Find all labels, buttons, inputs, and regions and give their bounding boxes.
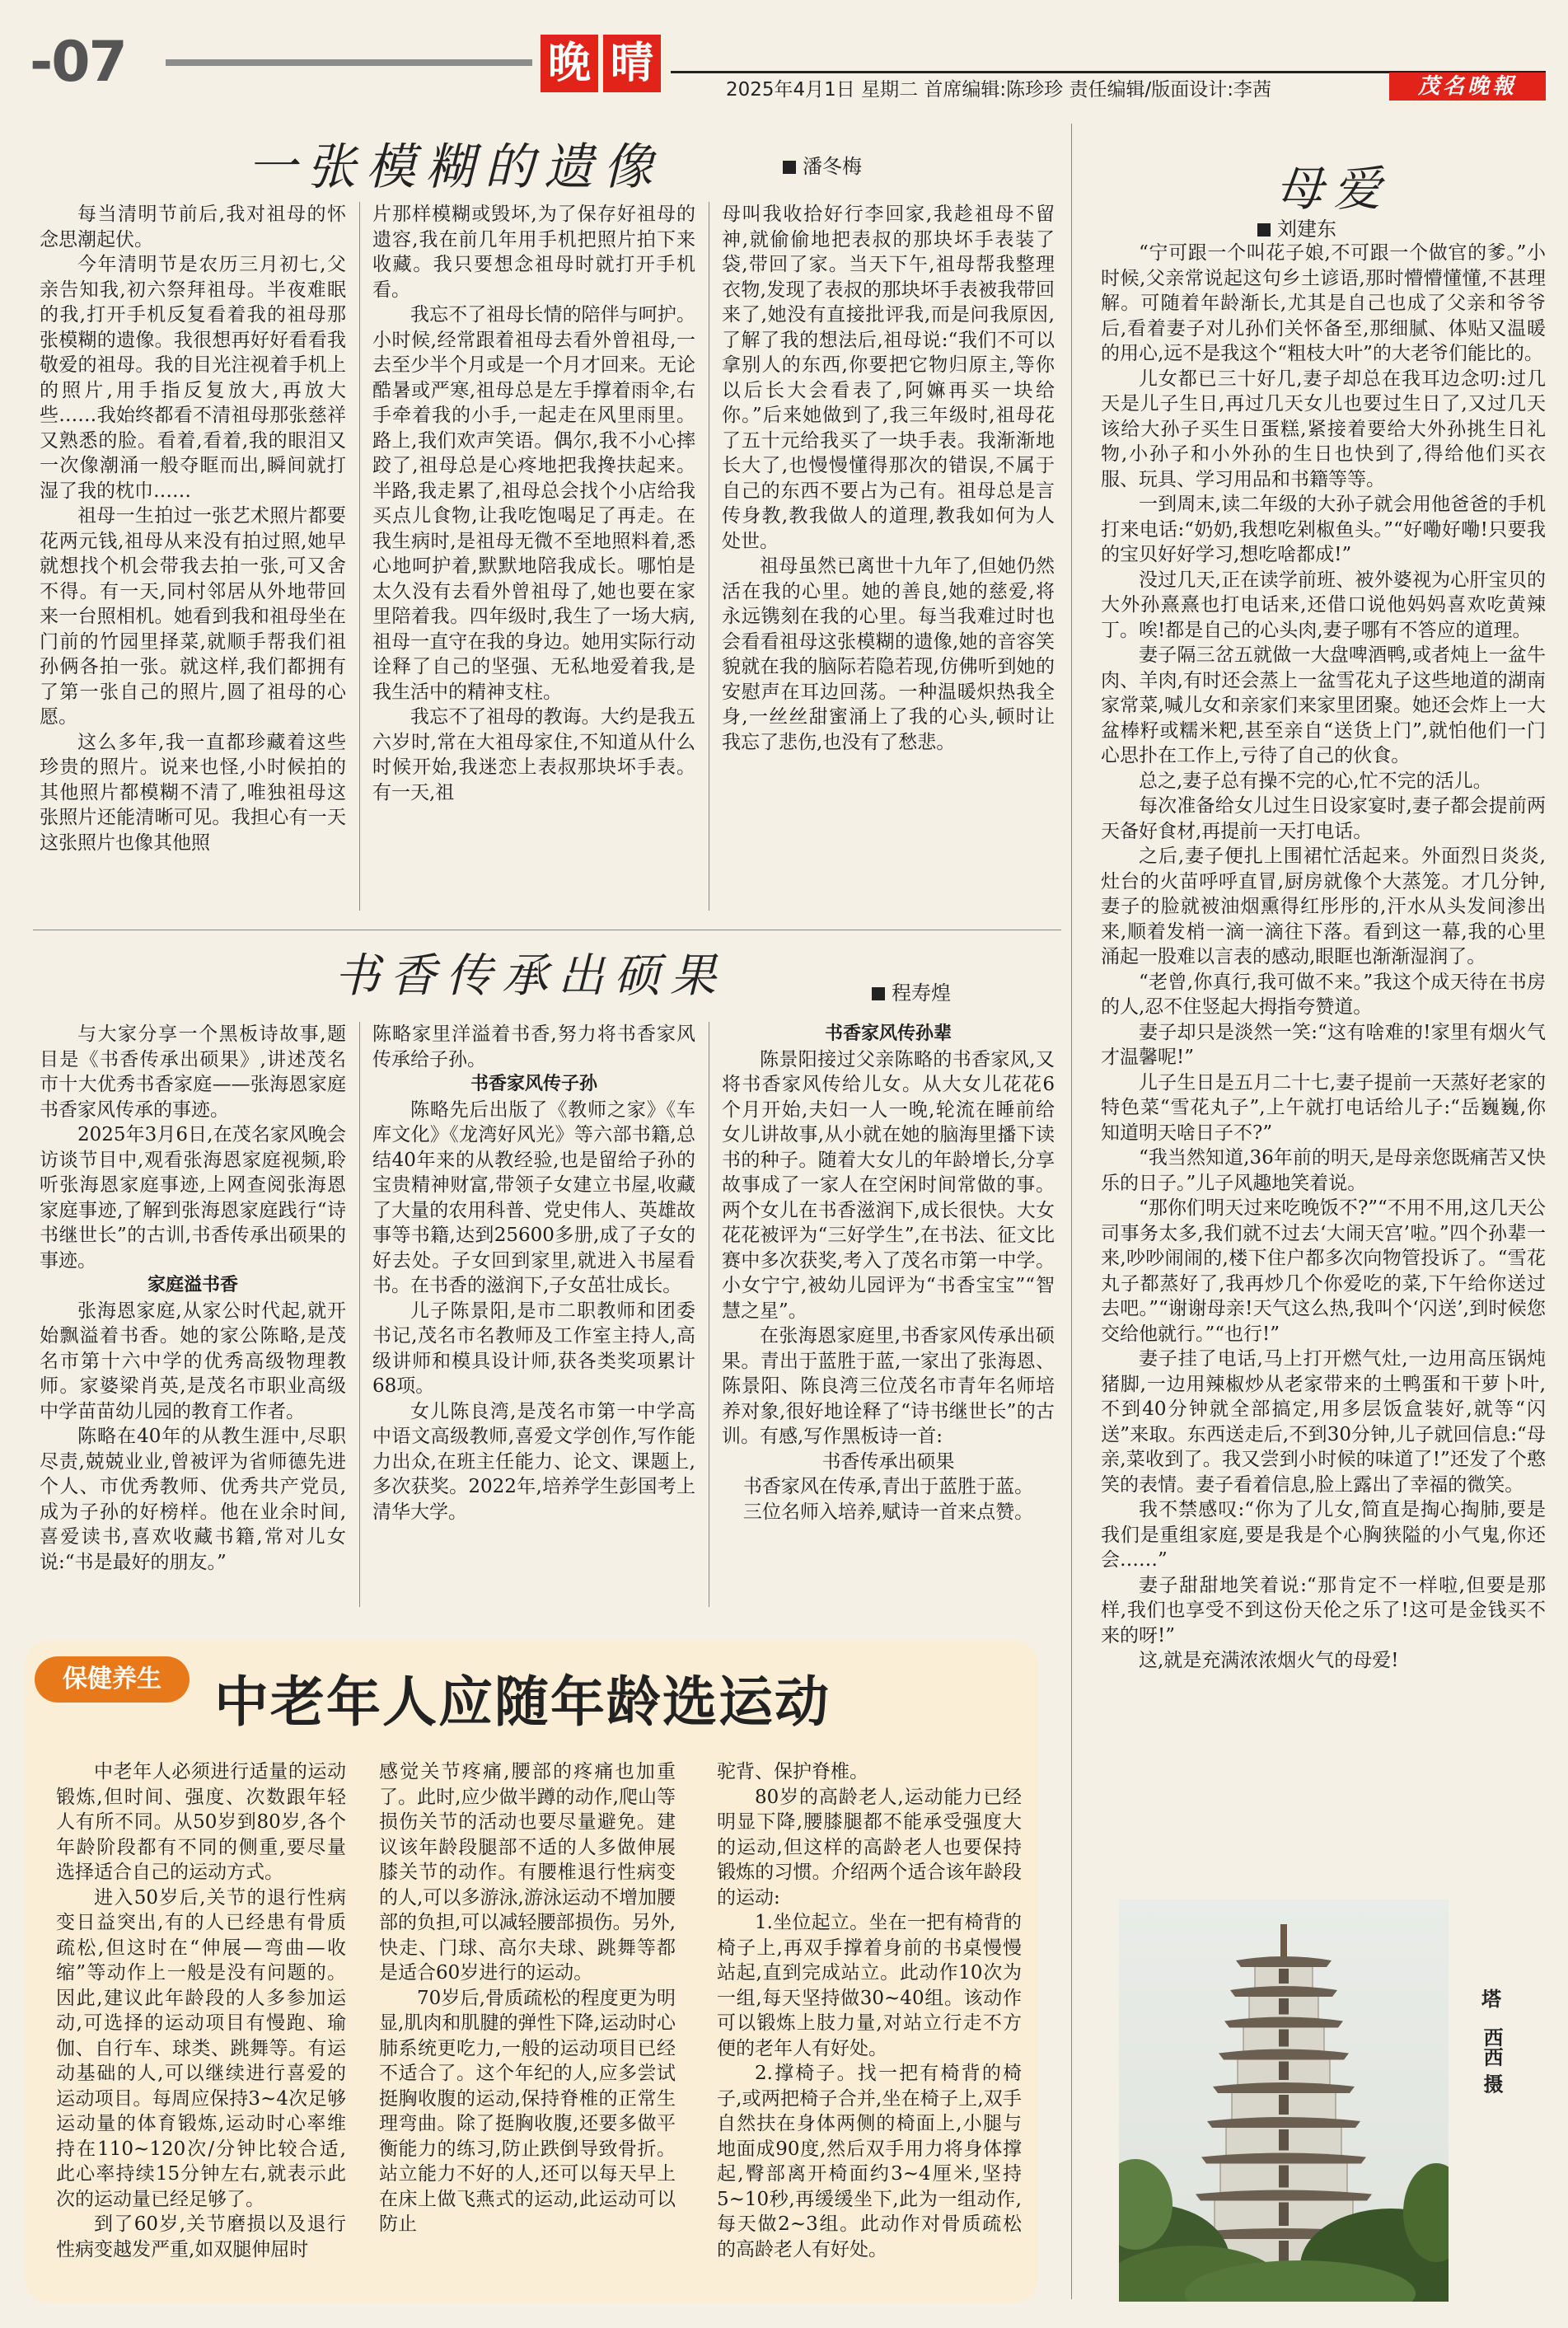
paragraph: “宁可跟一个叫花子娘,不可跟一个做官的爹。”小时候,父亲常说起这句乡土谚语,那时懵懵懂懂,不甚理解。可随着年龄渐长,尤其是自己也成了父亲和爷爷后,看着妻子对儿孙们关怀备至,那细腻、体贴又温暖的用心,远不是我这个“粗枝大叶”的大老爷们能比的。 [1101, 242, 1546, 364]
article-3-title: 母爱 [1275, 161, 1392, 217]
paragraph: 一到周末,读二年级的大孙子就会用他爸爸的手机打来电话:“奶奶,我想吃剁椒鱼头。”“好嘞好嘞!只要我的宝贝好好学习,想吃啥都成!” [1101, 494, 1546, 565]
pagoda-window [1279, 2129, 1289, 2151]
page-header [30, 23, 1546, 114]
paragraph: 妻子隔三岔五就做一大盘啤酒鸭,或者炖上一盆牛肉、羊肉,有时还会蒸上一盆雪花丸子这些地道的湖南家常菜,喊儿女和亲家们来家里团聚。她还会炸上一大盆棒籽或糯米粑,甚至亲自“送货上门”,就怕他们一门心思扑在工作上,亏待了自己的伙食。 [1101, 644, 1546, 766]
newspaper-logo: 茂名晚報 [1389, 73, 1546, 101]
paragraph: 感觉关节疼痛,腰部的疼痛也加重了。此时,应少做半蹲的动作,爬山等损伤关节的活动也要尽量避免。建议该年龄段腿部不适的人多做伸展膝关节的动作。有腰椎退行性病变的人,可以多游泳,游泳运动不增加腰部的负担,可以减轻腰部损伤。另外,快走、门球、高尔夫球、跳舞等都是适合60岁进行的运动。 [379, 1761, 676, 1984]
article-1-author: 潘冬梅 [783, 150, 862, 179]
pagoda-window [1279, 2062, 1289, 2081]
poem-line: 书香家风在传承,青出于蓝胜于蓝。 [742, 1476, 1034, 1497]
paragraph: “那你们明天过来吃晚饭不?”“不用不用,这几天公司事务太多,我们就不过去‘大闹天宫’啦。”四个孙辈一来,吵吵闹闹的,楼下住户都多次向物管投诉了。“雪花丸子都蒸好了,我再炒几个你爱吃的菜,下午给你送过去吧。”“谢谢母亲!天气这么热,我叫个‘闪送’,到时候您交给他就行。”“也行!” [1101, 1197, 1546, 1345]
article-3-author: 刘建东 [1257, 213, 1336, 241]
pagoda-finial [1280, 1924, 1287, 1959]
paragraph: 今年清明节是农历三月初七,父亲告知我,初六祭拜祖母。半夜难眠的我,打开手机反复看着我的祖母那张模糊的遗像。我很想再好好看看我敬爱的祖母。我的目光注视着手机上的照片,用手指反复放大,再放大些……我始终都看不清祖母那张慈祥又熟悉的脸。看着,看着,我的眼泪又一次像潮涌一般夺眶而出,瞬间就打湿了我的枕巾…… [40, 254, 346, 502]
paragraph: 儿子生日是五月二十七,妻子提前一天蒸好老家的特色菜“雪花丸子”,上午就打电话给儿子:“岳巍巍,你知道明天啥日子不?” [1101, 1071, 1546, 1144]
pagoda-photo [1119, 1899, 1449, 2302]
paragraph: 进入50岁后,关节的退行性病变日益突出,有的人已经患有骨质疏松,但这时在“伸展—弯曲—收缩”等动作上一般是没有问题的。因此,建议此年龄段的人多参加运动,可选择的运动项目有慢跑、瑜伽、自行车、球类、跳舞等。有运动基础的人,可以继续进行喜爱的运动项目。每周应保持3~4次足够运动量的体育锻炼,运动时心率维持在110~120次/分钟比较合适,此心率持续15分钟左右,就表示此次的运动量已经足够了。 [56, 1886, 346, 2210]
paragraph: 片那样模糊或毁坏,为了保存好祖母的遗容,我在前几年用手机把照片拍下来收藏。我只要想念祖母时就打开手机看。 [372, 204, 695, 301]
paragraph: 这么多年,我一直都珍藏着这些珍贵的照片。说来也怪,小时候拍的其他照片都模糊不清了,唯独祖母这张照片还能清晰可见。我担心有一天这张照片也像其他照 [40, 731, 346, 854]
health-column-2 [379, 1759, 676, 2295]
article-1-title: 一张模糊的遗像 [247, 138, 662, 196]
paragraph: 每次准备给女儿过生日设家宴时,妻子都会提前两天备好食材,再提前一天打电话。 [1101, 795, 1546, 842]
section-char-2: 晴 [603, 35, 661, 92]
paragraph: 2025年3月6日,在茂名家风晚会访谈节目中,观看张海恩家庭视频,聆听张海恩家庭事迹,上网查阅张海恩家庭事迹,了解到张海恩家庭践行“诗书继世长”的古训,书香传承出硕果的事迹。 [40, 1124, 346, 1272]
paragraph: 到了60岁,关节磨损以及退行性病变越发严重,如双腿伸屈时 [56, 2213, 346, 2260]
article-2-author: 程寿煌 [872, 977, 951, 1005]
paragraph: 在张海恩家庭里,书香家风传承出硕果。青出于蓝胜于蓝,一家出了张海恩、陈景阳、陈良湾三位茂名市青年名师培养对象,很好地诠释了“诗书继世长”的古训。有感,写作黑板诗一首: [722, 1325, 1055, 1447]
paragraph: 陈略先后出版了《教师之家》《车库文化》《龙湾好风光》等六部书籍,总结40年来的从教经验,也是留给子孙的宝贵精神财富,带领子女建立书屋,收藏了大量的农用科普、党史伟人、英雄故事等书籍,达到25600多册,成了子女的好去处。子女回到家里,就进入书屋看书。在书香的滋润下,子女茁壮成长。 [372, 1098, 695, 1296]
issue-info: 2025年4月1日 星期二 首席编辑:陈珍珍 责任编辑/版面设计:李茜 [726, 79, 1271, 101]
subheading: 书香家风传孙辈 [824, 1023, 952, 1044]
paragraph: 母叫我收拾好行李回家,我趁祖母不留神,就偷偷地把表叔的那块坏手表装了袋,带回了家。当天下午,祖母帮我整理衣物,发现了表叔的那块坏手表被我带回来了,她没有直接批评我,而是问我原因,了解了我的想法后,祖母说:“我们不可以拿别人的东西,你要把它物归原主,等你以后长大会看表了,阿嫲再买一块给你。”后来她做到了,我三年级时,祖母花了五十元给我买了一块手表。我渐渐地长大了,也慢慢懂得那次的错误,不属于自己的东西不要占为己有。祖母总是言传身教,教我做人的道理,教我如何为人处世。 [722, 204, 1055, 552]
paragraph: 儿子陈景阳,是市二职教师和团委书记,茂名市名教师及工作室主持人,高级讲师和模具设计师,获各类奖项累计68项。 [372, 1300, 695, 1397]
pagoda-window [1279, 1998, 1289, 2015]
paragraph: 每当清明节前后,我对祖母的怀念思潮起伏。 [40, 204, 346, 251]
paragraph: 2.撑椅子。找一把有椅背的椅子,或两把椅子合并,坐在椅子上,双手自然扶在身体两侧的椅面上,小腿与地面成90度,然后双手用力将身体撑起,臀部离开椅面约3~4厘米,坚持5~10秒,再缓缓坐下,此为一组动作,每天做2~3组。此动作对骨质疏松的高龄老人有好处。 [717, 2063, 1022, 2260]
pagoda-window [1279, 2166, 1289, 2188]
paragraph: 之后,妻子便扎上围裙忙活起来。外面烈日炎炎,灶台的火苗呼呼直冒,厨房就像个大蒸笼。才几分钟,妻子的脸就被油烟熏得红彤彤的,汗水从头发间渗出来,顺着发梢一滴一滴往下落。看到这一幕,我的心里涌起一股难以言表的感动,眼眶也渐渐湿润了。 [1101, 845, 1546, 967]
paragraph: 我忘不了祖母长情的陪伴与呵护。小时候,经常跟着祖母去看外曾祖母,一去至少半个月或是一个月才回来。无论酷暑或严寒,祖母总是左手撑着雨伞,右手牵着我的小手,一起走在风里雨里。路上,我们欢声笑语。偶尔,我不小心摔跤了,祖母总是心疼地把我搀扶起来。半路,我走累了,祖母总会找个小店给我买点儿食物,让我吃饱喝足了再走。在我生病时,是祖母无微不至地照料着,悉心地呵护着,默默地陪我成长。哪怕是太久没有去看外曾祖母了,她也要在家里陪着我。四年级时,我生了一场大病,祖母一直守在我的身边。她用实际行动诠释了自己的坚强、无私地爱着我,是我生活中的精神支柱。 [372, 304, 695, 703]
subheading: 家庭溢书香 [147, 1275, 238, 1295]
article-3-column [1101, 241, 1546, 1885]
paragraph: 陈略在40年的从教生涯中,尽职尽责,兢兢业业,曾被评为省师德先进个人、市优秀教师、优秀共产党员,成为子孙的好榜样。他在业余时间,喜爱读书,喜欢收藏书籍,常对儿女说:“书是最好的朋友。” [40, 1426, 346, 1573]
article-2-column-2 [372, 1022, 695, 1611]
pagoda-window [1279, 2030, 1289, 2047]
article-1-column-1 [40, 202, 346, 919]
poem-line: 书香传承出硕果 [821, 1450, 955, 1473]
paragraph: 儿女都已三十好几,妻子却总在我耳边念叨:过几天是儿子生日,再过几天女儿也要过生日了,又过几天该给大孙子买生日蛋糕,紧接着要给大外孙挑生日礼物,小孙子和小外孙的生日也快到了,得给他们买衣服、玩具、学习用品和书籍等等。 [1101, 368, 1546, 490]
paragraph: 妻子却只是淡然一笑:“这有啥难的!家里有烟火气才温馨呢!” [1101, 1021, 1546, 1068]
photo-caption [1475, 1986, 1508, 2093]
column-divider [1071, 124, 1072, 2299]
paragraph: 妻子甜甜地笑着说:“那肯定不一样啦,但要是那样,我们也享受不到这份天伦之乐了!这可是金钱买不来的呀!” [1101, 1574, 1546, 1646]
pagoda-window [1279, 2203, 1289, 2227]
column-divider [359, 202, 360, 911]
poem-line: 三位名师入培养,赋诗一首来点赞。 [742, 1501, 1034, 1523]
paragraph: 没过几天,正在读学前班、被外婆视为心肝宝贝的大外孙熹熹也打电话来,还借口说他妈妈喜欢吃黄辣丁。唉!都是自己的心头肉,妻子哪有不答应的道理。 [1101, 569, 1546, 641]
paragraph: 这,就是充满浓浓烟火气的母爱! [1139, 1650, 1399, 1671]
paragraph: 总之,妻子总有操不完的心,忙不完的活儿。 [1139, 770, 1492, 792]
health-column-1 [56, 1759, 346, 2295]
health-title: 中老年人应随年龄选运动 [214, 1670, 831, 1734]
subheading: 书香家风传子孙 [470, 1074, 597, 1094]
paragraph: 妻子挂了电话,马上打开燃气灶,一边用高压锅炖猪脚,一边用辣椒炒从老家带来的土鸭蛋和干萝卜叶,不到40分钟就全部搞定,用多层饭盒装好,就等“闪送”来取。东西送走后,不到30分钟,儿子就回信息:“母亲,菜收到了。我又尝到小时候的味道了!”还发了个憨笑的表情。妻子看着信息,脸上露出了幸福的微笑。 [1101, 1348, 1546, 1496]
header-rule [166, 59, 532, 66]
pagoda-window [1279, 1969, 1289, 1984]
article-2-title: 书香传承出硕果 [334, 949, 726, 1003]
photo-caption-title: 塔 [1481, 1988, 1501, 2011]
section-char-1: 晚 [541, 35, 598, 92]
paragraph: 中老年人必须进行适量的运动锻炼,但时间、强度、次数跟年轻人有所不同。从50岁到80岁,各个年龄阶段都有不同的侧重,要尽量选择适合自己的运动方式。 [56, 1761, 346, 1883]
article-1-column-2 [372, 202, 695, 919]
paragraph: 1.坐位起立。坐在一把有椅背的椅子上,再双手撑着身前的书桌慢慢站起,直到完成站立。此动作10次为一组,每天坚持做30~40组。该动作可以锻炼上肢力量,对站立行走不方便的老年人有好处。 [717, 1912, 1022, 2059]
paragraph: 女儿陈良湾,是茂名市第一中学高中语文高级教师,喜爱文学创作,写作能力出众,在班主任能力、论文、课题上,多次获奖。2022年,培养学生彭国考上清华大学。 [372, 1400, 695, 1523]
paragraph: 与大家分享一个黑板诗故事,题目是《书香传承出硕果》,讲述茂名市十大优秀书香家庭——张海恩家庭书香家风传承的事迹。 [40, 1023, 346, 1121]
paragraph: 张海恩家庭,从家公时代起,就开始飘溢着书香。她的家公陈略,是茂名市第十六中学的优秀高级物理教师。家婆梁肖英,是茂名市职业高级中学苗苗幼儿园的教育工作者。 [40, 1300, 346, 1422]
page-number: -07 [30, 30, 126, 95]
paragraph: 80岁的高龄老人,运动能力已经明显下降,腰膝腿都不能承受强度大的运动,但这样的高龄老人也要保持锻炼的习惯。介绍两个适合该年龄段的运动: [717, 1786, 1022, 1909]
article-2-column-1 [40, 1022, 346, 1611]
paragraph: “我当然知道,36年前的明天,是母亲您既痛苦又快乐的日子。”儿子风趣地笑着说。 [1101, 1147, 1546, 1194]
paragraph: “老曾,你真行,我可做不来。”我这个成天待在书房的人,忍不住竖起大拇指夸赞道。 [1101, 971, 1546, 1018]
paragraph: 陈略家里洋溢着书香,努力将书香家风传承给子孙。 [372, 1023, 695, 1070]
pagoda-illustration [1119, 1899, 1449, 2302]
article-1-column-3 [722, 202, 1055, 919]
article-2-column-3 [722, 1022, 1055, 1611]
health-tag: 保健养生 [35, 1656, 190, 1703]
paragraph: 祖母一生拍过一张艺术照片都要花两元钱,祖母从来没有拍过照,她早就想找个机会带我去拍一张,可又舍不得。有一天,同村邻居从外地带回来一台照相机。她看到我和祖母坐在门前的竹园里择菜,就顺手帮我们祖孙俩各拍一张。就这样,我们都拥有了第一张自己的照片,圆了祖母的心愿。 [40, 505, 346, 728]
health-column-3 [717, 1759, 1022, 2295]
paragraph: 我忘不了祖母的教诲。大约是我五六岁时,常在大祖母家住,不知道从什么时候开始,我迷恋上表叔那块坏手表。有一天,祖 [372, 706, 695, 803]
paragraph: 祖母虽然已离世十九年了,但她仍然活在我的心里。她的善良,她的慈爱,将永远镌刻在我的心里。每当我难过时也会看看祖母这张模糊的遗像,她的音容笑貌就在我的脑际若隐若现,仿佛听到她的安慰声在耳边回荡。一种温暖炽热我全身,一丝丝甜蜜涌上了我的心头,顿时让我忘了悲伤,也没有了愁悲。 [722, 555, 1055, 753]
paragraph: 70岁后,骨质疏松的程度更为明显,肌肉和肌腱的弹性下降,运动时心肺系统更吃力,一般的运动项目已经不适合了。这个年纪的人,应多尝试挺胸收腹的运动,保持脊椎的正常生理弯曲。除了挺胸收腹,还要多做平衡能力的练习,防止跌倒导致骨折。站立能力不好的人,还可以每天早上在床上做飞燕式的运动,此运动可以防止 [379, 1987, 676, 2235]
photo-caption-credit: 西西 摄 [1480, 2027, 1503, 2094]
column-divider [359, 1022, 360, 1607]
paragraph: 驼背、保护脊椎。 [717, 1761, 868, 1782]
paragraph: 我不禁感叹:“你为了儿女,简直是掏心掏肺,要是我们是重组家庭,要是我是个心胸狭隘的小气鬼,你还会……” [1101, 1499, 1546, 1571]
paragraph: 陈景阳接过父亲陈略的书香家风,又将书香家风传给儿女。从大女儿花花6个月开始,夫妇一人一晚,轮流在睡前给女儿讲故事,从小就在她的脑海里播下读书的种子。随着大女儿的年龄增长,分享故事成了一家人在空闲时间常做的事。两个女儿在书香滋润下,成长很快。大女花花被评为“三好学生”,在书法、征文比赛中多次获奖,考入了茂名市第一中学。小女宁宁,被幼儿园评为“书香宝宝”“智慧之星”。 [722, 1048, 1055, 1322]
pagoda-window [1279, 2095, 1289, 2115]
